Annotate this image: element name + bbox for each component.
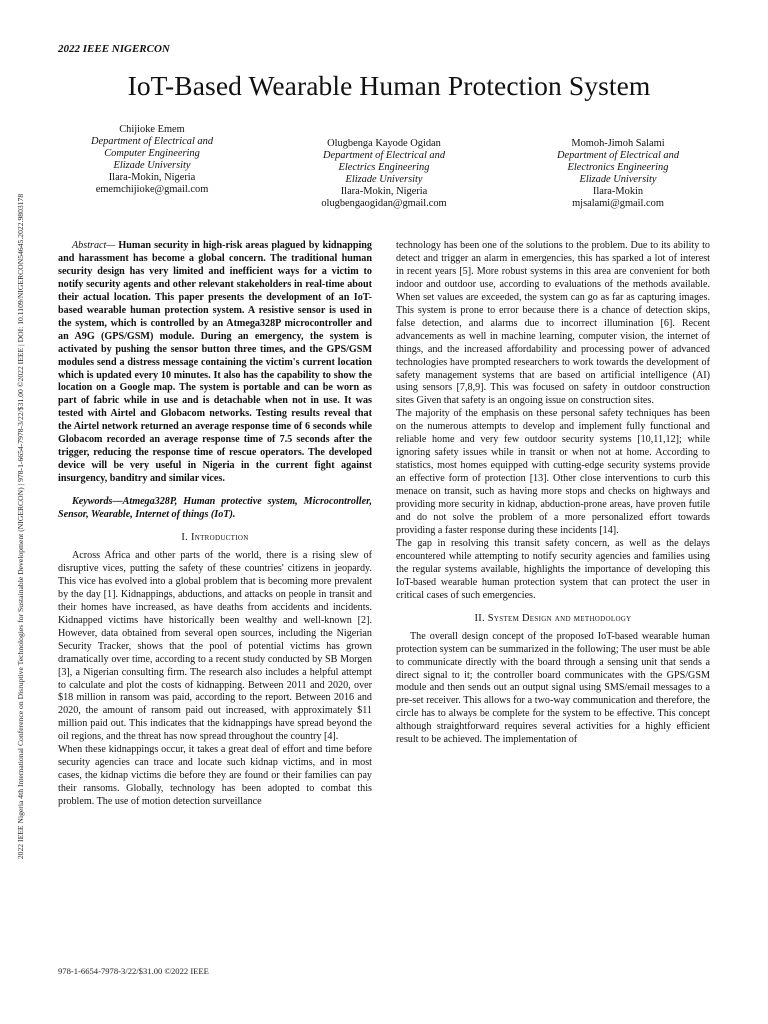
section-heading-introduction: I. Introduction [181,532,249,544]
methodology-paragraph-1: The overall design concept of the proposed IoT-based wearable human protection system can be summarized in the following; The user must be able to communicate directly with the board through a sensing unit that sends a direct signal to it; the controller board communicates with the GPS/GSM module and then sends out an output signal using SMS/email messages to a pre-set receiver. This allows for a two-way communication and therefore, the circle has to always be complete for the system to be effective. This concept although straightforward requires several activities for a highly efficient result to be achieved. The implementation of [396,630,710,746]
intro-paragraph-1: Across Africa and other parts of the world, there is a rising slew of disruptive vices, putting the safety of these countries' citizens in jeopardy. This vice has evolved into a global problem that is becoming more prevalent by the day [1]. Kidnappings, abductions, and attacks on people in transit and their homes have increased, as have deaths from accidents and incidents. Kidnapped victims have historically been wealthy and well-known [2]. However, data obtained from several open sources, including the Nigerian Security Tracker, shows that the pool of potential victims has grown dramatically over time, according to a recent study conducted by SB Morgen [3], a Nigerian consulting firm. The research also includes a helpful attempt to calculate and plot the costs of kidnapping. Between 2011 and 2020, over $18 million in ransom was paid, according to the report. Between 2016 and 2020, the amount of ransom paid out increased, with approximately $11 million paid out. This indicates that the kidnappings have spread beyond the oil regions, and the threat has now spread throughout the country [4]. [58,549,372,743]
author-university: Elizade University [345,174,423,185]
side-identifier-strip [14,86,28,966]
author-name: Momoh-Jimoh Salami [571,138,665,149]
author-email: olugbengaogidan@gmail.com [321,198,447,209]
right-paragraph-3: The gap in resolving this transit safety concern, as well as the delays encountered while attempting to notify security agencies and families using the regular systems available, highlights the importance of developing this IoT-based wearable human protection system that can protect the user in critical cases of such emergencies. [396,537,710,601]
right-paragraph-2: The majority of the emphasis on these personal safety techniques has been on the numerous attempts to develop and implement fully functional and reliable home and very few outdoor security systems [10,11,12]; while ignoring safety issues while in transit or when not at home. According to statistics, most homes equipped with cutting-edge security systems provide an effective form of protection [13]. Other close interventions to curb this menace on transit, such as having more stops and checks on highways and providing more security in kidnap, abduction-prone areas, have proven futile and do not solve the problem of a more personalized effort towards providing a faster response during these incidents [14]. [396,408,710,536]
author-location: Ilara-Mokin [592,186,644,197]
author-university: Elizade University [113,160,191,171]
keywords [58,496,372,522]
keywords-text: Atmega328P, Human protective system, Microcontroller, Sensor, Wearable, Internet of things (IoT). [58,496,372,521]
keywords-label: Keywords— [72,496,123,508]
author-name: Olugbenga Kayode Ogidan [327,138,441,149]
author-email: ememchijioke@gmail.com [95,184,209,195]
author-department: Department of Electrical and [322,150,446,161]
author-block-3 [534,138,702,210]
author-department: Department of Electrical and [556,150,680,161]
page-footer: 978-1-6654-7978-3/22/$31.00 ©2022 IEEE [58,966,209,976]
section-heading-methodology: II. System Design and methodology [474,612,632,624]
author-department: Computer Engineering [104,148,200,159]
abstract-label: Abstract— [72,240,116,251]
author-location: Ilara-Mokin, Nigeria [108,172,196,183]
right-paragraph-1: technology has been one of the solutions to the problem. Due to its ability to detect and trigger an alarm in emergencies, this has sparked a lot of interest in recent years [5]. More robust systems in this area are convenient for both indoor and outdoor use, according to evaluations of the methods available. When set values are exceeded, the system can go as far as capturing images. This system is prone to error because there is a chance of detection skips, false detection, and alarms due to incorrect illumination [6]. Recent advancements as well in machine learning, computer vision, the internet of things, and the increased affordability and processing power of advanced technologies have prompted researchers to work towards the development of safety management systems that are based on artificial intelligence (AI) using sensors [7,8,9]. This was focused on safety in outdoor construction sites Given that safety is an ongoing issue on construction sites. [396,240,710,407]
author-department: Department of Electrical and [90,136,214,147]
author-location: Ilara-Mokin, Nigeria [340,186,428,197]
author-name: Chijioke Emem [119,124,185,135]
author-block-1 [68,124,236,196]
right-column [396,240,710,747]
abstract-text: Human security in high-risk areas plagued by kidnapping and harassment has become a global concern. The traditional human security design has very limited and inefficient ways for a victim to notify security agents and other relevant stakeholders in real-time about their actual location. This paper presents the development of an IoT-based wearable human protection system. A resistive sensor is used in the system, which is controlled by an Atmega328P microcontroller and an A9G (GPS/GSM) module. During an emergency, the system is activated by pushing the sensor button three times, and the GPS/GSM modules send a distress message containing the victim's current location which is updated every 10 minutes. It also has the capability to show the location on a Google map. The system is portable and can be worn as part of fabric while in use and is detachable when not in use. It was tested with Airtel and Globacom networks. Testing results reveal that the Airtel network returned an average response time of 6 seconds while Globacom recorded an average response time of 7.5 seconds after the trigger, reducing the response time of rescue operators. The developed device will be very useful in Nigeria in the current fight against insurgency, banditry and similar vices. [58,240,372,485]
author-department: Electronics Engineering [567,162,669,173]
author-department: Electrics Engineering [338,162,430,173]
intro-paragraph-2: When these kidnappings occur, it takes a great deal of effort and time before security agencies can trace and locate such kidnap victims, and in most cases, the kidnap victims die before they are found or their families can pay their ransoms. Globally, technology has been adopted to combat this problem. The use of motion detection surveillance [58,744,372,808]
paper-title: IoT-Based Wearable Human Protection System [127,70,651,101]
side-identifier-text: 2022 IEEE Nigeria 4th International Conference on Disruptive Technologies for Sustainable Development (NIGERCON) | 978-1-6654-7978-3/22/$31.00 ©2022 IEEE | DOI: 10.1109/NIGERCON54645.2022.9803178 [16,193,26,859]
author-email: mjsalami@gmail.com [572,198,664,209]
left-column [58,240,372,809]
author-university: Elizade University [579,174,657,185]
abstract [58,240,372,486]
author-block-2 [298,138,470,210]
conference-header: 2022 IEEE NIGERCON [58,43,170,55]
